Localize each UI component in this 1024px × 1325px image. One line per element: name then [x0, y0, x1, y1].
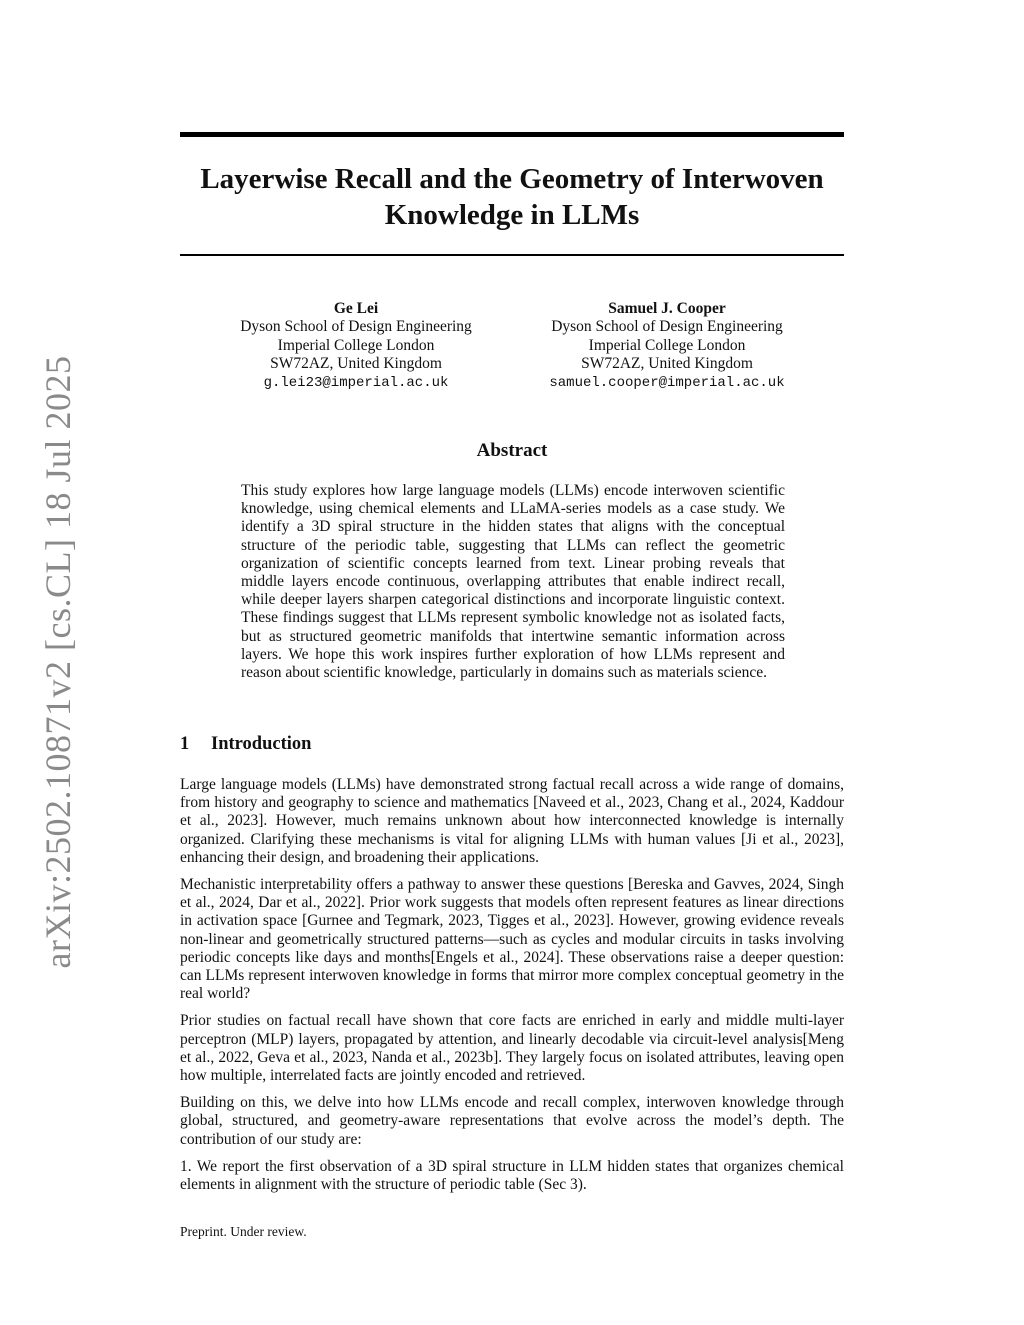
paragraph: Building on this, we delve into how LLMs encode and recall complex, interwoven knowledge through global, structured, and geometry-aware representations that evolve across the model’s depth. The contribution of our study are:	[180, 1094, 844, 1148]
paper-title: Layerwise Recall and the Geometry of Interwoven Knowledge in LLMs	[200, 163, 824, 231]
author-email[interactable]: g.lei23@imperial.ac.uk	[263, 374, 449, 391]
author-block-2	[517, 300, 817, 392]
author-block-1	[206, 300, 506, 392]
author-institution: Imperial College London	[277, 336, 435, 354]
author-address: SW72AZ, United Kingdom	[270, 355, 442, 373]
arxiv-identifier: arXiv:2502.10871v2 [cs.CL] 18 Jul 2025	[38, 355, 78, 969]
author-department: Dyson School of Design Engineering	[240, 318, 472, 336]
author-email[interactable]: samuel.cooper@imperial.ac.uk	[549, 374, 785, 391]
author-name: Samuel J. Cooper	[608, 300, 726, 317]
author-name: Ge Lei	[333, 300, 379, 317]
paragraph: Large language models (LLMs) have demonstrated strong factual recall across a wide range of domains, from history and geography to science and mathematics [Naveed et al., 2023, Chang et al., 2024, Kaddour et al., 2023]. However, much remains unknown about how interconnected knowledge is internally organized. Clarifying these mechanisms is vital for aligning LLMs with human values [Ji et al., 2023], enhancing their design, and broadening their applications.	[180, 776, 844, 866]
author-department: Dyson School of Design Engineering	[551, 318, 783, 336]
title-bottom-rule	[180, 254, 844, 256]
introduction-body	[180, 776, 844, 1203]
section-heading	[180, 734, 311, 755]
section-title: Introduction	[211, 734, 312, 754]
paragraph: Mechanistic interpretability offers a pathway to answer these questions [Bereska and Gavves, 2024, Singh et al., 2024, Dar et al., 2022]. Prior work suggests that models often represent features as linear directions in activation space [Gurnee and Tegmark, 2023, Tigges et al., 2023]. However, growing evidence reveals non-linear and geometrically structured patterns—such as cycles and modular circuits in tasks involving periodic concepts like days and months[Engels et al., 2024]. These observations raise a deeper question: can LLMs represent interwoven knowledge in forms that mirror more complex conceptual geometry in the real world?	[180, 876, 844, 1003]
title-top-rule	[180, 132, 844, 137]
footer-note: Preprint. Under review.	[180, 1224, 307, 1239]
contribution-item: 1. We report the first observation of a 3D spiral structure in LLM hidden states that organizes chemical elements in alignment with the structure of periodic table (Sec 3).	[180, 1157, 844, 1194]
author-address: SW72AZ, United Kingdom	[581, 355, 753, 373]
abstract-heading: Abstract	[476, 440, 548, 461]
section-number: 1	[180, 734, 190, 754]
paragraph: Prior studies on factual recall have shown that core facts are enriched in early and middle multi-layer perceptron (MLP) layers, propagated by attention, and linearly decodable via circuit-level analysis[Meng et al., 2022, Geva et al., 2023, Nanda et al., 2023b]. They largely focus on isolated attributes, leaving open how multiple, interrelated facts are jointly encoded and retrieved.	[180, 1012, 844, 1085]
abstract-text: This study explores how large language models (LLMs) encode interwoven scientific knowledge, using chemical elements and LLaMA-series models as a case study. We identify a 3D spiral structure in the hidden states that aligns with the conceptual structure of the periodic table, suggesting that LLMs can reflect the geometric organization of scientific concepts learned from text. Linear probing reveals that middle layers encode continuous, overlapping attributes that enable indirect recall, while deeper layers sharpen categorical distinctions and incorporate linguistic context. These findings suggest that LLMs represent symbolic knowledge not as isolated facts, but as structured geometric manifolds that intertwine semantic information across layers. We hope this work inspires further exploration of how LLMs represent and reason about scientific knowledge, particularly in domains such as materials science.	[241, 482, 785, 682]
author-institution: Imperial College London	[588, 336, 746, 354]
